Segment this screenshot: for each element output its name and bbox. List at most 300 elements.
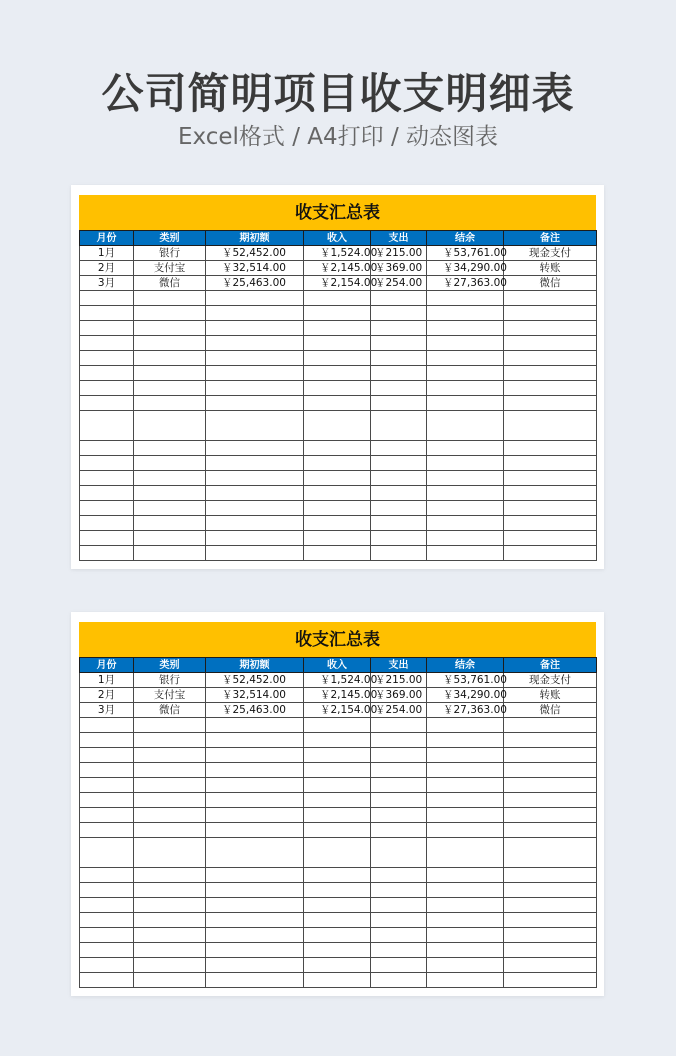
table-cell: ￥254.00 [371, 703, 427, 718]
empty-cell [371, 838, 427, 868]
summary-table [79, 657, 597, 988]
empty-table-row [80, 516, 597, 531]
table-cell: ￥52,452.00 [206, 673, 304, 688]
empty-cell [504, 546, 597, 561]
table-cell: ￥215.00 [371, 673, 427, 688]
table-cell: ￥25,463.00 [206, 703, 304, 718]
spreadsheet-preview-1 [71, 185, 604, 569]
empty-cell [134, 336, 206, 351]
empty-cell [504, 381, 597, 396]
empty-table-row [80, 321, 597, 336]
empty-table-row [80, 546, 597, 561]
empty-cell [504, 336, 597, 351]
empty-cell [504, 411, 597, 441]
empty-cell [206, 321, 304, 336]
empty-cell [206, 441, 304, 456]
table-cell: 现金支付 [504, 246, 597, 261]
column-header: 收入 [304, 658, 371, 673]
empty-cell [371, 336, 427, 351]
empty-cell [80, 531, 134, 546]
column-header: 类别 [134, 231, 206, 246]
empty-table-row [80, 291, 597, 306]
empty-cell [134, 456, 206, 471]
table-cell: 银行 [134, 246, 206, 261]
empty-cell [206, 868, 304, 883]
empty-cell [427, 336, 504, 351]
table-row [80, 703, 597, 718]
empty-cell [427, 531, 504, 546]
empty-cell [134, 808, 206, 823]
empty-cell [206, 913, 304, 928]
empty-cell [80, 733, 134, 748]
empty-cell [427, 456, 504, 471]
empty-cell [134, 868, 206, 883]
empty-cell [504, 928, 597, 943]
empty-cell [504, 396, 597, 411]
empty-table-row [80, 456, 597, 471]
page-subtitle: Excel格式 / A4打印 / 动态图表 [177, 124, 499, 150]
table-cell: 微信 [134, 703, 206, 718]
empty-cell [427, 838, 504, 868]
empty-cell [304, 763, 371, 778]
empty-cell [304, 456, 371, 471]
empty-cell [206, 763, 304, 778]
empty-cell [371, 321, 427, 336]
empty-cell [504, 943, 597, 958]
empty-cell [304, 793, 371, 808]
empty-cell [80, 763, 134, 778]
table-cell: 2月 [80, 261, 134, 276]
empty-cell [206, 501, 304, 516]
empty-table-row [80, 808, 597, 823]
empty-cell [206, 973, 304, 988]
empty-cell [80, 546, 134, 561]
empty-cell [504, 471, 597, 486]
empty-table-row [80, 411, 597, 441]
table-row [80, 276, 597, 291]
empty-cell [304, 306, 371, 321]
empty-cell [371, 883, 427, 898]
empty-cell [80, 973, 134, 988]
empty-cell [371, 733, 427, 748]
empty-cell [371, 973, 427, 988]
empty-cell [371, 531, 427, 546]
empty-cell [206, 718, 304, 733]
empty-cell [134, 351, 206, 366]
empty-cell [504, 456, 597, 471]
empty-table-row [80, 351, 597, 366]
empty-cell [304, 928, 371, 943]
empty-cell [504, 868, 597, 883]
empty-cell [504, 913, 597, 928]
empty-cell [134, 793, 206, 808]
empty-cell [206, 381, 304, 396]
empty-cell [371, 958, 427, 973]
empty-cell [304, 486, 371, 501]
empty-cell [427, 718, 504, 733]
empty-cell [304, 733, 371, 748]
empty-cell [134, 913, 206, 928]
empty-cell [80, 516, 134, 531]
empty-cell [504, 718, 597, 733]
table-header-row [80, 658, 597, 673]
empty-cell [206, 823, 304, 838]
empty-cell [304, 748, 371, 763]
empty-cell [80, 411, 134, 441]
empty-cell [371, 366, 427, 381]
empty-table-row [80, 793, 597, 808]
table-cell: 支付宝 [134, 261, 206, 276]
table-cell: ￥32,514.00 [206, 688, 304, 703]
empty-table-row [80, 868, 597, 883]
table-row [80, 673, 597, 688]
table-cell: ￥53,761.00 [427, 246, 504, 261]
column-header: 支出 [371, 231, 427, 246]
empty-cell [80, 928, 134, 943]
empty-cell [304, 883, 371, 898]
empty-cell [80, 898, 134, 913]
empty-cell [371, 486, 427, 501]
sheet-banner: 收支汇总表 [79, 622, 596, 657]
empty-cell [504, 823, 597, 838]
empty-cell [80, 913, 134, 928]
empty-cell [134, 883, 206, 898]
column-header: 结余 [427, 658, 504, 673]
table-cell: ￥2,154.00 [304, 276, 371, 291]
table-cell: ￥25,463.00 [206, 276, 304, 291]
empty-table-row [80, 336, 597, 351]
empty-cell [504, 291, 597, 306]
table-cell: 微信 [504, 276, 597, 291]
empty-cell [371, 516, 427, 531]
table-cell: 银行 [134, 673, 206, 688]
empty-cell [427, 381, 504, 396]
empty-table-row [80, 778, 597, 793]
empty-cell [427, 823, 504, 838]
empty-cell [134, 763, 206, 778]
empty-cell [371, 868, 427, 883]
empty-cell [427, 516, 504, 531]
table-cell: 转账 [504, 261, 597, 276]
empty-cell [206, 486, 304, 501]
empty-cell [371, 396, 427, 411]
empty-cell [80, 456, 134, 471]
table-cell: ￥2,145.00 [304, 688, 371, 703]
empty-cell [206, 291, 304, 306]
empty-cell [427, 898, 504, 913]
empty-cell [206, 411, 304, 441]
empty-cell [80, 943, 134, 958]
empty-cell [427, 291, 504, 306]
empty-table-row [80, 718, 597, 733]
table-cell: ￥27,363.00 [427, 276, 504, 291]
empty-cell [427, 366, 504, 381]
empty-cell [304, 321, 371, 336]
empty-cell [371, 441, 427, 456]
empty-cell [134, 486, 206, 501]
empty-cell [371, 306, 427, 321]
empty-cell [427, 486, 504, 501]
empty-cell [80, 336, 134, 351]
empty-cell [304, 396, 371, 411]
empty-table-row [80, 973, 597, 988]
empty-table-row [80, 396, 597, 411]
empty-cell [504, 306, 597, 321]
empty-cell [134, 973, 206, 988]
empty-cell [206, 733, 304, 748]
empty-cell [504, 321, 597, 336]
empty-cell [371, 793, 427, 808]
empty-table-row [80, 823, 597, 838]
column-header: 月份 [80, 231, 134, 246]
empty-cell [80, 808, 134, 823]
column-header: 收入 [304, 231, 371, 246]
empty-cell [504, 958, 597, 973]
empty-cell [427, 883, 504, 898]
empty-cell [504, 531, 597, 546]
empty-cell [80, 868, 134, 883]
column-header: 类别 [134, 658, 206, 673]
table-cell: ￥254.00 [371, 276, 427, 291]
empty-cell [304, 441, 371, 456]
empty-table-row [80, 486, 597, 501]
empty-cell [80, 748, 134, 763]
empty-cell [371, 823, 427, 838]
empty-cell [427, 321, 504, 336]
empty-table-row [80, 913, 597, 928]
empty-cell [80, 883, 134, 898]
table-cell: 3月 [80, 703, 134, 718]
empty-cell [134, 928, 206, 943]
table-cell: ￥34,290.00 [427, 688, 504, 703]
column-header: 期初额 [206, 231, 304, 246]
column-header: 月份 [80, 658, 134, 673]
column-header: 期初额 [206, 658, 304, 673]
empty-cell [504, 763, 597, 778]
empty-cell [80, 778, 134, 793]
table-cell: 1月 [80, 246, 134, 261]
empty-cell [134, 291, 206, 306]
empty-table-row [80, 943, 597, 958]
empty-cell [504, 793, 597, 808]
table-row [80, 246, 597, 261]
empty-cell [427, 546, 504, 561]
empty-cell [80, 441, 134, 456]
empty-cell [206, 928, 304, 943]
empty-cell [206, 516, 304, 531]
empty-cell [206, 793, 304, 808]
empty-cell [304, 823, 371, 838]
empty-cell [304, 291, 371, 306]
table-cell: ￥1,524.00 [304, 673, 371, 688]
empty-cell [504, 748, 597, 763]
table-cell: 2月 [80, 688, 134, 703]
empty-cell [206, 396, 304, 411]
empty-cell [304, 336, 371, 351]
empty-cell [427, 733, 504, 748]
empty-table-row [80, 381, 597, 396]
table-cell: ￥369.00 [371, 261, 427, 276]
empty-cell [134, 958, 206, 973]
empty-cell [134, 943, 206, 958]
empty-cell [134, 546, 206, 561]
empty-cell [206, 456, 304, 471]
empty-cell [304, 808, 371, 823]
empty-cell [134, 366, 206, 381]
empty-cell [504, 486, 597, 501]
empty-cell [134, 748, 206, 763]
table-cell: 微信 [504, 703, 597, 718]
empty-cell [304, 516, 371, 531]
empty-table-row [80, 838, 597, 868]
sheet-banner: 收支汇总表 [79, 195, 596, 230]
empty-cell [80, 823, 134, 838]
empty-cell [427, 351, 504, 366]
empty-cell [80, 718, 134, 733]
empty-cell [304, 913, 371, 928]
page-title: 公司简明项目收支明细表 [101, 69, 575, 118]
empty-cell [427, 913, 504, 928]
table-cell: ￥2,154.00 [304, 703, 371, 718]
empty-cell [371, 898, 427, 913]
empty-cell [206, 351, 304, 366]
empty-table-row [80, 928, 597, 943]
table-cell: 支付宝 [134, 688, 206, 703]
empty-cell [304, 958, 371, 973]
empty-cell [427, 928, 504, 943]
empty-cell [427, 441, 504, 456]
empty-cell [371, 748, 427, 763]
empty-cell [206, 958, 304, 973]
empty-cell [134, 501, 206, 516]
empty-cell [134, 531, 206, 546]
empty-cell [304, 381, 371, 396]
empty-cell [80, 958, 134, 973]
empty-cell [371, 546, 427, 561]
empty-cell [371, 928, 427, 943]
empty-cell [504, 778, 597, 793]
empty-cell [206, 546, 304, 561]
empty-cell [427, 778, 504, 793]
empty-cell [206, 748, 304, 763]
empty-cell [134, 471, 206, 486]
empty-cell [134, 778, 206, 793]
column-header: 备注 [504, 231, 597, 246]
empty-table-row [80, 733, 597, 748]
empty-table-row [80, 748, 597, 763]
empty-cell [80, 396, 134, 411]
table-cell: 现金支付 [504, 673, 597, 688]
empty-cell [206, 306, 304, 321]
empty-cell [427, 501, 504, 516]
empty-cell [80, 291, 134, 306]
empty-table-row [80, 531, 597, 546]
empty-table-row [80, 366, 597, 381]
empty-cell [134, 381, 206, 396]
empty-cell [427, 748, 504, 763]
empty-cell [371, 778, 427, 793]
table-cell: ￥53,761.00 [427, 673, 504, 688]
empty-cell [427, 396, 504, 411]
empty-cell [371, 471, 427, 486]
empty-cell [371, 763, 427, 778]
empty-cell [427, 793, 504, 808]
empty-cell [371, 501, 427, 516]
empty-cell [304, 868, 371, 883]
empty-cell [371, 381, 427, 396]
empty-cell [80, 838, 134, 868]
empty-cell [206, 778, 304, 793]
empty-cell [304, 366, 371, 381]
empty-table-row [80, 898, 597, 913]
empty-cell [134, 411, 206, 441]
table-cell: 微信 [134, 276, 206, 291]
empty-cell [80, 486, 134, 501]
empty-cell [504, 838, 597, 868]
empty-cell [304, 471, 371, 486]
table-cell: 3月 [80, 276, 134, 291]
empty-cell [206, 366, 304, 381]
empty-cell [134, 321, 206, 336]
empty-cell [304, 943, 371, 958]
table-cell: 1月 [80, 673, 134, 688]
column-header: 备注 [504, 658, 597, 673]
table-cell: ￥369.00 [371, 688, 427, 703]
empty-cell [206, 531, 304, 546]
empty-cell [80, 471, 134, 486]
empty-cell [504, 501, 597, 516]
empty-cell [427, 411, 504, 441]
empty-cell [504, 441, 597, 456]
empty-cell [304, 351, 371, 366]
empty-cell [80, 381, 134, 396]
empty-cell [80, 793, 134, 808]
empty-cell [304, 973, 371, 988]
empty-cell [504, 973, 597, 988]
empty-table-row [80, 763, 597, 778]
empty-cell [134, 396, 206, 411]
empty-cell [427, 808, 504, 823]
empty-cell [427, 943, 504, 958]
empty-cell [134, 516, 206, 531]
empty-cell [304, 546, 371, 561]
empty-cell [80, 321, 134, 336]
empty-cell [206, 898, 304, 913]
empty-cell [206, 471, 304, 486]
column-header: 结余 [427, 231, 504, 246]
empty-cell [80, 351, 134, 366]
empty-cell [134, 733, 206, 748]
empty-table-row [80, 883, 597, 898]
empty-cell [304, 898, 371, 913]
empty-cell [371, 943, 427, 958]
empty-cell [304, 778, 371, 793]
empty-cell [304, 531, 371, 546]
empty-cell [134, 898, 206, 913]
summary-table [79, 230, 597, 561]
empty-cell [304, 718, 371, 733]
empty-cell [80, 501, 134, 516]
empty-cell [504, 516, 597, 531]
empty-cell [304, 838, 371, 868]
empty-cell [80, 306, 134, 321]
empty-cell [427, 306, 504, 321]
table-cell: ￥34,290.00 [427, 261, 504, 276]
empty-cell [504, 808, 597, 823]
table-cell: 转账 [504, 688, 597, 703]
empty-cell [304, 411, 371, 441]
empty-cell [504, 733, 597, 748]
